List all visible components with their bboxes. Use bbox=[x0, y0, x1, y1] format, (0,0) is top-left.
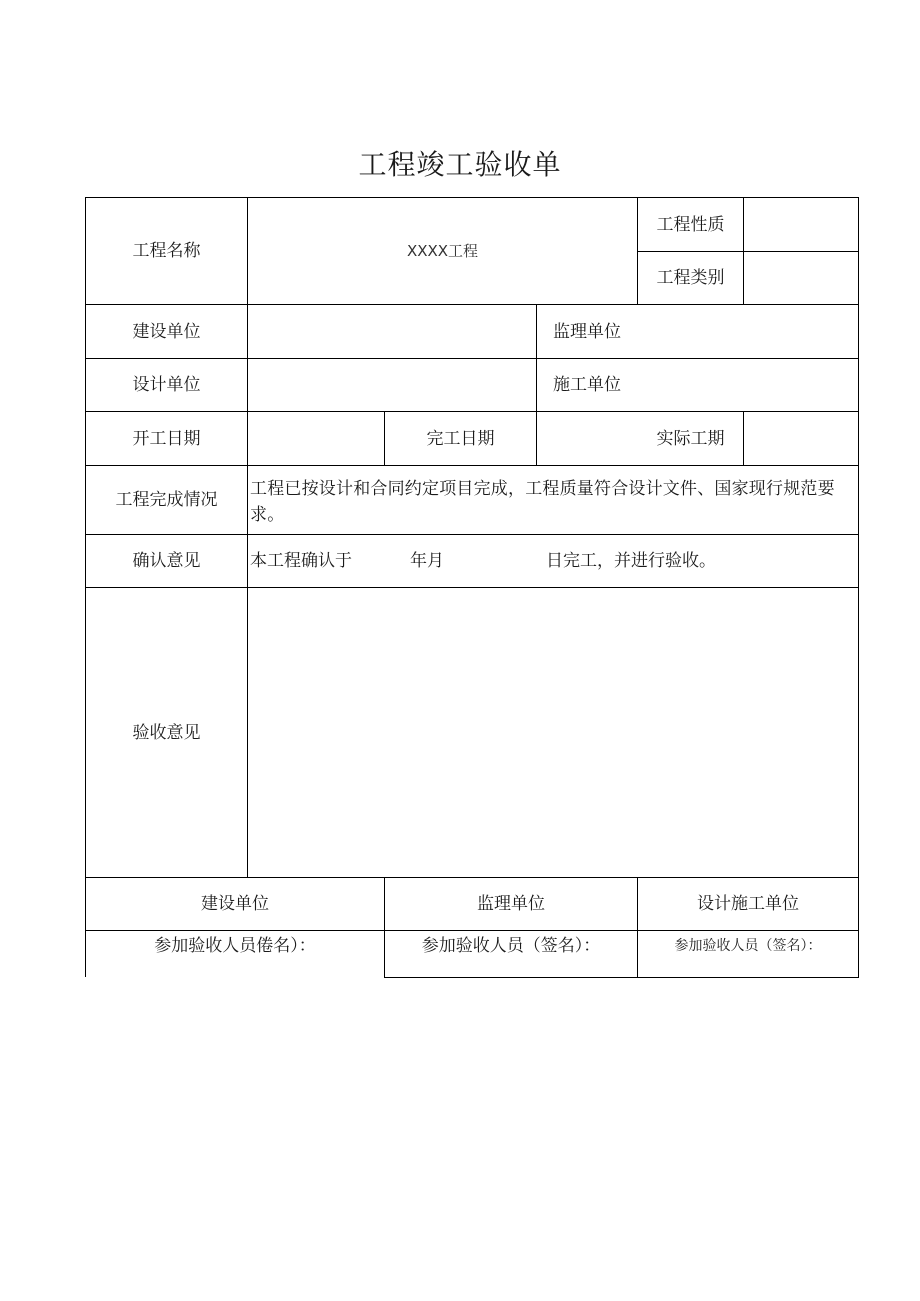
signature-header-supervision: 监理单位 bbox=[477, 894, 545, 914]
project-nature-field[interactable] bbox=[744, 198, 858, 251]
design-unit-label: 设计单位 bbox=[132, 375, 201, 395]
project-category-field[interactable] bbox=[744, 252, 858, 304]
confirmation-label: 确认意见 bbox=[132, 551, 201, 571]
completion-status-text: 工程已按设计和合同约定项目完成，工程质量符合设计文件、国家现行规范要求。 bbox=[250, 479, 835, 525]
project-name-field[interactable]: XXXX工程 bbox=[406, 242, 479, 260]
signature-field-supervision[interactable]: 参加验收人员（签名）： bbox=[421, 936, 601, 956]
construction-unit-label: 建设单位 bbox=[132, 321, 201, 342]
page-title: 工程竣工验收单 bbox=[358, 148, 562, 181]
supervision-unit-label: 监理单位 bbox=[553, 321, 621, 342]
project-category-label: 工程类别 bbox=[656, 268, 725, 288]
acceptance-opinion-label: 验收意见 bbox=[132, 722, 201, 743]
start-date-label: 开工日期 bbox=[132, 428, 201, 449]
project-nature-label: 工程性质 bbox=[656, 214, 725, 235]
finish-date-field[interactable] bbox=[537, 412, 637, 465]
signature-header-design-builder: 设计施工单位 bbox=[697, 894, 799, 914]
actual-period-field[interactable] bbox=[744, 412, 858, 465]
signature-field-design-builder[interactable]: 参加验收人员（签名）： bbox=[674, 938, 822, 954]
signature-header-construction: 建设单位 bbox=[201, 894, 269, 914]
builder-unit-field[interactable] bbox=[638, 359, 858, 411]
finish-date-label: 完工日期 bbox=[426, 428, 495, 449]
signature-field-construction[interactable]: 参加验收人员倦名）： bbox=[154, 936, 316, 956]
completion-status-label: 工程完成情况 bbox=[115, 490, 218, 510]
confirmation-text-prefix: 本工程确认于 bbox=[250, 551, 352, 571]
confirmation-text-month: 年月 bbox=[410, 551, 444, 571]
grid-line bbox=[384, 977, 859, 978]
actual-period-label: 实际工期 bbox=[656, 428, 725, 449]
confirmation-text-suffix: 日完工，并进行验收。 bbox=[546, 551, 716, 571]
start-date-field[interactable] bbox=[248, 412, 384, 465]
confirmation-statement bbox=[248, 535, 858, 587]
project-name-label: 工程名称 bbox=[132, 241, 201, 261]
supervision-unit-field[interactable] bbox=[638, 305, 858, 358]
grid-line bbox=[858, 197, 859, 978]
design-unit-field[interactable] bbox=[248, 359, 536, 411]
builder-unit-label: 施工单位 bbox=[553, 375, 621, 395]
acceptance-opinion-field[interactable] bbox=[248, 588, 858, 877]
construction-unit-field[interactable] bbox=[248, 305, 536, 358]
